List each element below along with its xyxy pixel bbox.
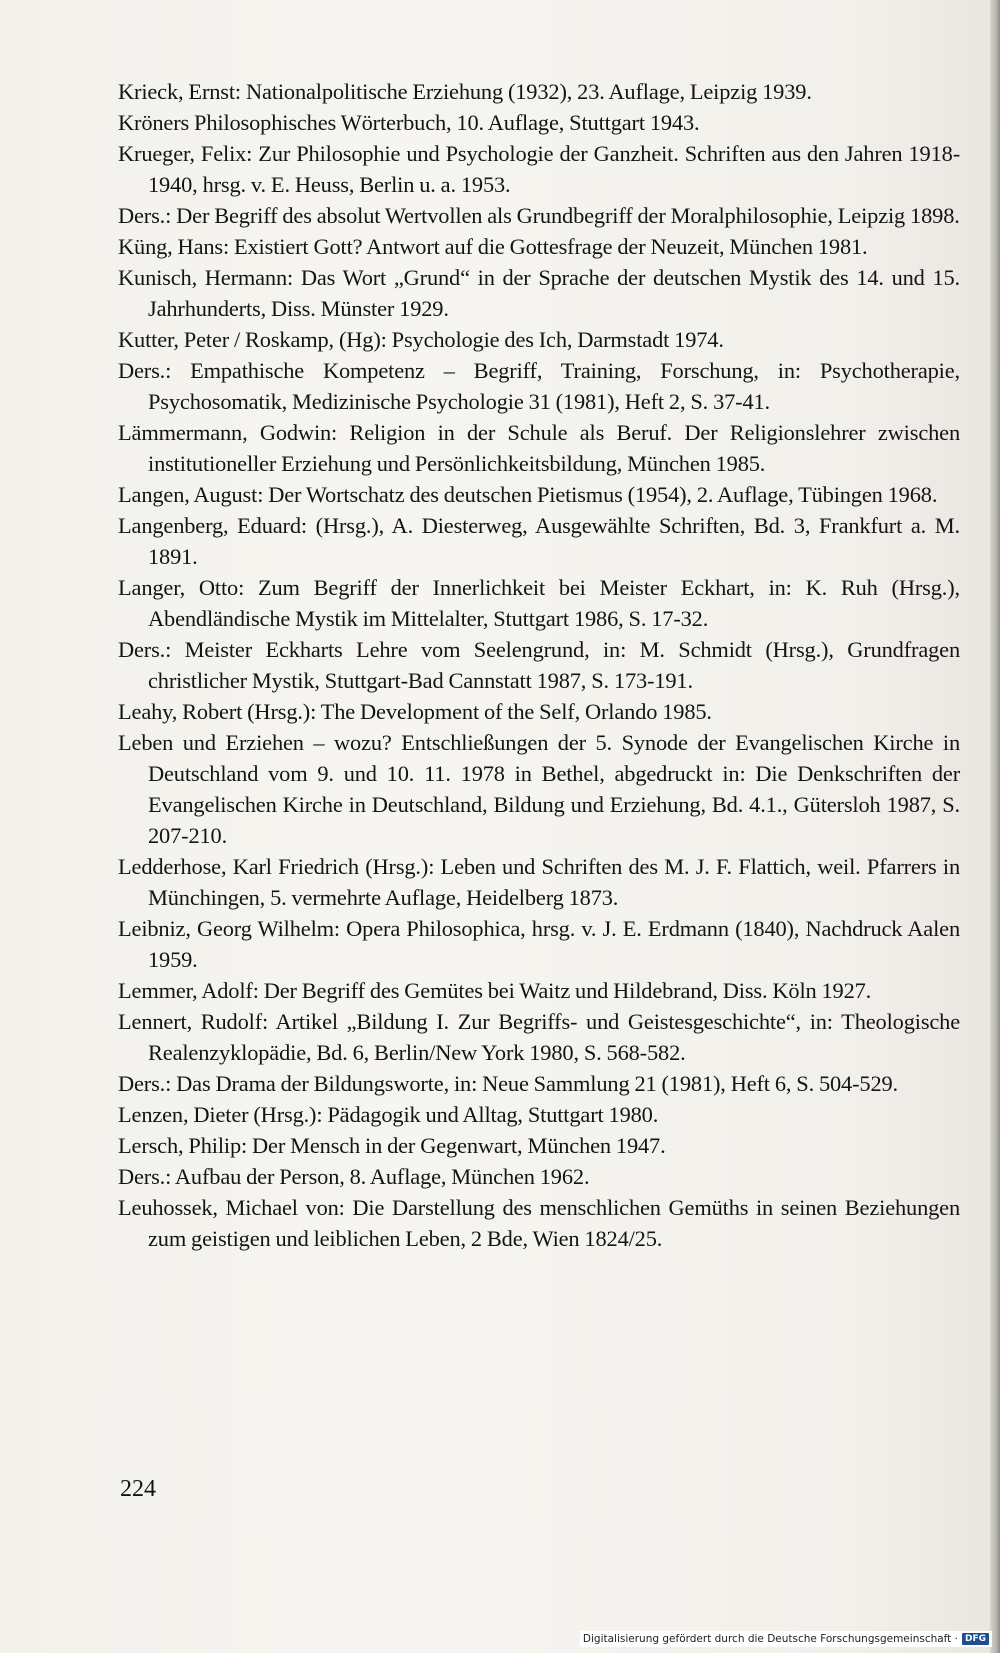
- bibliography-entry: Kröners Philosophisches Wörterbuch, 10. Auflage, Stuttgart 1943.: [118, 110, 700, 135]
- bibliography-entry: Krueger, Felix: Zur Philosophie und Psychologie der Ganzheit. Schriften aus den Jahren 1918-1940, hrsg. v. E. Heuss, Berlin u. a. 1953.: [118, 141, 960, 197]
- bibliography-list: [118, 76, 960, 1254]
- bibliography-entry: Küng, Hans: Existiert Gott? Antwort auf die Gottesfrage der Neuzeit, München 1981.: [118, 234, 868, 259]
- bibliography-entry: Krieck, Ernst: Nationalpolitische Erziehung (1932), 23. Auflage, Leipzig 1939.: [118, 79, 812, 104]
- bibliography-entry: Langer, Otto: Zum Begriff der Innerlichkeit bei Meister Eckhart, in: K. Ruh (Hrsg.), Abendländische Mystik im Mittelalter, Stuttgart 1986, S. 17-32.: [118, 575, 960, 631]
- bibliography-entry: Lämmermann, Godwin: Religion in der Schule als Beruf. Der Religionslehrer zwischen institutioneller Erziehung und Persönlichkeitsbildung, München 1985.: [118, 420, 960, 476]
- bibliography-entry: Lemmer, Adolf: Der Begriff des Gemütes bei Waitz und Hildebrand, Diss. Köln 1927.: [118, 978, 872, 1003]
- credit-text: Digitalisierung gefördert durch die Deutsche Forschungsgemeinschaft ·: [582, 1633, 958, 1645]
- bibliography-entry: Lenzen, Dieter (Hrsg.): Pädagogik und Alltag, Stuttgart 1980.: [118, 1102, 659, 1127]
- bibliography-entry: Ders.: Empathische Kompetenz – Begriff, Training, Forschung, in: Psychotherapie, Psychosomatik, Medizinische Psychologie 31 (1981), Heft 2, S. 37-41.: [118, 358, 960, 414]
- bibliography-entry: Lennert, Rudolf: Artikel „Bildung I. Zur Begriffs- und Geistesgeschichte“, in: Theologische Realenzyklopädie, Bd. 6, Berlin/New York 1980, S. 568-582.: [118, 1009, 960, 1065]
- bibliography-entry: Ders.: Meister Eckharts Lehre vom Seelengrund, in: M. Schmidt (Hrsg.), Grundfragen christlicher Mystik, Stuttgart-Bad Cannstatt 1987, S. 173-191.: [118, 637, 960, 693]
- bibliography-entry: Ders.: Das Drama der Bildungsworte, in: Neue Sammlung 21 (1981), Heft 6, S. 504-529.: [118, 1071, 898, 1096]
- bibliography-entry: Langenberg, Eduard: (Hrsg.), A. Diesterweg, Ausgewählte Schriften, Bd. 3, Frankfurt a. M. 1891.: [118, 513, 960, 569]
- bibliography-entry: Leuhossek, Michael von: Die Darstellung des menschlichen Gemüths in seinen Beziehungen zum geistigen und leiblichen Leben, 2 Bde, Wien 1824/25.: [118, 1195, 960, 1251]
- digitization-credit: [580, 1631, 992, 1647]
- bibliography-entry: Ders.: Aufbau der Person, 8. Auflage, München 1962.: [118, 1164, 590, 1189]
- bibliography-entry: Leahy, Robert (Hrsg.): The Development of the Self, Orlando 1985.: [118, 699, 712, 724]
- dfg-logo: DFG: [962, 1633, 989, 1645]
- bibliography-entry: Leibniz, Georg Wilhelm: Opera Philosophica, hrsg. v. J. E. Erdmann (1840), Nachdruck Aalen 1959.: [118, 916, 960, 972]
- bibliography-entry: Ledderhose, Karl Friedrich (Hrsg.): Leben und Schriften des M. J. F. Flattich, weil. Pfarrers in Münchingen, 5. vermehrte Auflage, Heidelberg 1873.: [118, 854, 960, 910]
- bibliography-entry: Kunisch, Hermann: Das Wort „Grund“ in der Sprache der deutschen Mystik des 14. und 15. Jahrhunderts, Diss. Münster 1929.: [118, 265, 960, 321]
- bibliography-entry: Ders.: Der Begriff des absolut Wertvollen als Grundbegriff der Moralphilosophie, Leipzig 1898.: [118, 203, 960, 228]
- bibliography-entry: Langen, August: Der Wortschatz des deutschen Pietismus (1954), 2. Auflage, Tübingen 1968.: [118, 482, 938, 507]
- bibliography-entry: Leben und Erziehen – wozu? Entschließungen der 5. Synode der Evangelischen Kirche in Deutschland vom 9. und 10. 11. 1978 in Bethel, abgedruckt in: Die Denkschriften der Evangelischen Kirche in Deutschland, Bildung und Erziehung, Bd. 4.1., Gütersloh 1987, S. 207-210.: [118, 730, 960, 848]
- bibliography-entry: Lersch, Philip: Der Mensch in der Gegenwart, München 1947.: [118, 1133, 666, 1158]
- page-number: 224: [120, 1476, 156, 1502]
- bibliography-entry: Kutter, Peter / Roskamp, (Hg): Psychologie des Ich, Darmstadt 1974.: [118, 327, 724, 352]
- page-edge: [990, 0, 1000, 1653]
